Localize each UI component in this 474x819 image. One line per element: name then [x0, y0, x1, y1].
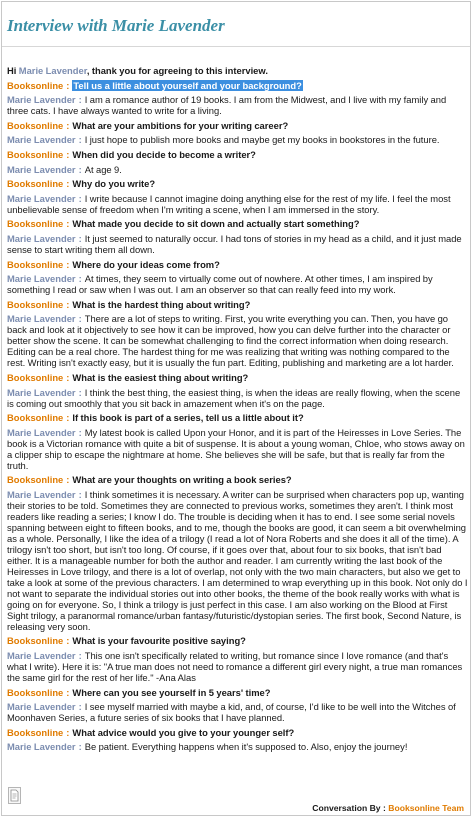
intro-hi: Hi [7, 65, 17, 76]
author-label: Marie Lavender [7, 488, 76, 500]
answer-text: It just seemed to naturally occur. I had tons of stories in my head as a child, and it just made sense to start writing them all down. [7, 232, 462, 255]
author-label: Marie Lavender [7, 232, 76, 244]
speaker-separator: : [78, 650, 82, 662]
interviewer-label: Booksonline [7, 178, 64, 190]
speaker-separator: : [78, 386, 82, 398]
question-line [7, 218, 468, 229]
answer-line [7, 94, 468, 116]
answer-line [7, 233, 468, 255]
speaker-separator: : [66, 726, 70, 738]
question-line [7, 120, 468, 131]
question-text: Tell us a little about yourself and your background? [73, 79, 302, 91]
answer-text: My latest book is called Upon your Honor, and it is part of the Heiresses in Love Series. The book is a Victorian romance with quite a bit of suspense. It is about a young woman, Chloe, who stows away on a clipper ship to escape the nightmare at home. She believes she will be safe, but that is really far from the truth. [7, 426, 465, 471]
question-line [7, 474, 468, 485]
answer-text: I think the best thing, the easiest thing, is when the ideas are really flowing, when the scene is coming out smoothly that you sit back in amazement when it's on the page. [7, 386, 461, 409]
speaker-separator: : [78, 488, 82, 500]
speaker-separator: : [66, 635, 70, 647]
answer-text: I write because I cannot imagine doing anything else for the rest of my life. I feel the most unbelievable sense of freedom when I'm writing a scene, when I am immersed in the story. [7, 192, 451, 215]
interviewer-label: Booksonline [7, 298, 64, 310]
answer-line [7, 427, 468, 471]
author-label: Marie Lavender [7, 192, 76, 204]
qa-list [7, 80, 468, 753]
speaker-separator: : [66, 218, 70, 230]
page-title: Interview with Marie Lavender [7, 16, 225, 35]
speaker-separator: : [78, 426, 82, 438]
answer-text: This one isn't specifically related to writing, but romance since I love romance (and that's what I write). Here it is: "A true man does not need to romance a different girl every night, a true man romances the same girl for the rest of her life." -Ana Alas [7, 650, 463, 684]
answer-line [7, 273, 468, 295]
question-text: If this book is part of a series, tell us a little about it? [72, 412, 304, 424]
question-text: What is the hardest thing about writing? [72, 298, 251, 310]
speaker-separator: : [78, 232, 82, 244]
author-label: Marie Lavender [7, 313, 76, 325]
question-text: What are your thoughts on writing a book series? [72, 474, 292, 486]
speaker-separator: : [78, 94, 82, 106]
interviewer-label: Booksonline [7, 79, 64, 91]
question-line [7, 687, 468, 698]
answer-line [7, 741, 468, 752]
speaker-separator: : [78, 192, 82, 204]
answer-text: I see myself married with maybe a kid, and, of course, I'd like to be well into the Witches of Moonhaven Series, a future series of six books that I have planned. [7, 701, 456, 724]
interviewer-label: Booksonline [7, 686, 64, 698]
author-label: Marie Lavender [7, 701, 76, 713]
speaker-separator: : [78, 741, 82, 753]
title-divider [2, 46, 470, 47]
credit-label: Conversation By : [312, 803, 386, 813]
question-text: Where can you see yourself in 5 years' time? [72, 686, 271, 698]
question-line [7, 80, 468, 91]
question-line [7, 299, 468, 310]
answer-line [7, 134, 468, 145]
question-text: What are your ambitions for your writing career? [72, 119, 289, 131]
interviewer-label: Booksonline [7, 148, 64, 160]
author-label: Marie Lavender [7, 741, 76, 753]
speaker-separator: : [66, 79, 70, 91]
speaker-separator: : [66, 258, 70, 270]
interviewer-label: Booksonline [7, 726, 64, 738]
author-label: Marie Lavender [7, 426, 76, 438]
answer-text: I think sometimes it is necessary. A writer can be surprised when characters pop up, wanting their stories to be told. Sometimes they are connected to previous works, sometimes they aren't. I think most readers like reading a series; I know I do. The trouble is deciding when it has to end. I see some serial novels spanning between eight to fifteen books, and to me, though the books are good, it can seem a bit overwhelming as a whole. Personally, I like the idea of a trilogy (I read a lot of Nora Roberts and she does it all of the time). A trilogy isn't too short, but isn't too long. Of course, if it goes over that, about four to six books, that isn't bad either. It is a manageable number for both the author and reader. I am currently writing the last book of the Heiresses in Love trilogy, and there is a lot of overlap, not only with the two main characters, but also we get to take a look at some of the previous characters. I am determined to wrap everything up in this book. Not only do I not want to separate the individual stories out into other books, the theme of the book really works with what is going on for everyone. So, I think a trilogy is just perfect in this case. I am also working on the Blood at First Sight trilogy, a paranormal romance/urban fantasy/futuristic/dystopian series. The first book, Second Nature, is releasing very soon. [7, 488, 468, 632]
intro-author-name: Marie Lavender [18, 65, 87, 76]
answer-line [7, 701, 468, 723]
answer-text: I just hope to publish more books and maybe get my books in bookstores in the future. [84, 134, 440, 146]
interviewer-label: Booksonline [7, 371, 64, 383]
answer-line [7, 387, 468, 409]
interviewer-label: Booksonline [7, 412, 64, 424]
author-label: Marie Lavender [7, 163, 76, 175]
answer-text: Be patient. Everything happens when it's supposed to. Also, enjoy the journey! [84, 741, 408, 753]
answer-text: At times, they seem to virtually come out of nowhere. At other times, I am inspired by something I read or saw when I was out. I am an observer so that can really feed into my work. [7, 273, 433, 296]
credit-team: Booksonline Team [388, 803, 464, 813]
interviewer-label: Booksonline [7, 635, 64, 647]
question-line [7, 412, 468, 423]
answer-line [7, 193, 468, 215]
question-line [7, 727, 468, 738]
question-text: Where do your ideas come from? [72, 258, 220, 270]
speaker-separator: : [66, 119, 70, 131]
question-text: What advice would you give to your younger self? [72, 726, 295, 738]
answer-text: At age 9. [84, 163, 122, 175]
speaker-separator: : [78, 313, 82, 325]
answer-text: There are a lot of steps to writing. First, you write everything you can. Then, you have go back and look at it objectively to see how it can be improved, how you can delve further into the character or better show the scene. It can be somewhat challenging to find the correct information when doing research. Editing can be a real chore. The hardest thing for me was realizing that writing was nothing compared to the rest. Writing isn't exactly easy, but it is usually the fun part. Editing, publishing and marketing are a lot harder. [7, 313, 454, 369]
speaker-separator: : [66, 298, 70, 310]
question-line [7, 372, 468, 383]
answer-line [7, 313, 468, 368]
document-icon[interactable] [8, 787, 21, 804]
author-label: Marie Lavender [7, 94, 76, 106]
speaker-separator: : [66, 148, 70, 160]
interviewer-label: Booksonline [7, 474, 64, 486]
answer-line [7, 489, 468, 632]
question-line [7, 149, 468, 160]
author-label: Marie Lavender [7, 386, 76, 398]
speaker-separator: : [66, 412, 70, 424]
answer-text: I am a romance author of 19 books. I am from the Midwest, and I live with my family and three cats. I have always wanted to write for a living. [7, 94, 447, 117]
speaker-separator: : [78, 273, 82, 285]
question-line [7, 259, 468, 270]
speaker-separator: : [66, 178, 70, 190]
speaker-separator: : [66, 371, 70, 383]
question-text: When did you decide to become a writer? [72, 148, 256, 160]
question-line [7, 178, 468, 189]
speaker-separator: : [66, 474, 70, 486]
author-label: Marie Lavender [7, 650, 76, 662]
speaker-separator: : [66, 686, 70, 698]
author-label: Marie Lavender [7, 134, 76, 146]
intro-text: , thank you for agreeing to this interview. [86, 65, 268, 76]
question-text: What is your favourite positive saying? [72, 635, 246, 647]
interview-content [7, 65, 468, 756]
interviewer-label: Booksonline [7, 258, 64, 270]
intro-line [7, 65, 468, 76]
author-label: Marie Lavender [7, 273, 76, 285]
question-text: What made you decide to sit down and actually start something? [72, 218, 360, 230]
interviewer-label: Booksonline [7, 119, 64, 131]
question-text: What is the easiest thing about writing? [72, 371, 249, 383]
speaker-separator: : [78, 163, 82, 175]
speaker-separator: : [78, 701, 82, 713]
answer-line [7, 650, 468, 683]
conversation-credit [312, 803, 464, 813]
question-line [7, 635, 468, 646]
speaker-separator: : [78, 134, 82, 146]
question-text: Why do you write? [72, 178, 156, 190]
interview-page [1, 1, 471, 816]
interviewer-label: Booksonline [7, 218, 64, 230]
answer-line [7, 164, 468, 175]
